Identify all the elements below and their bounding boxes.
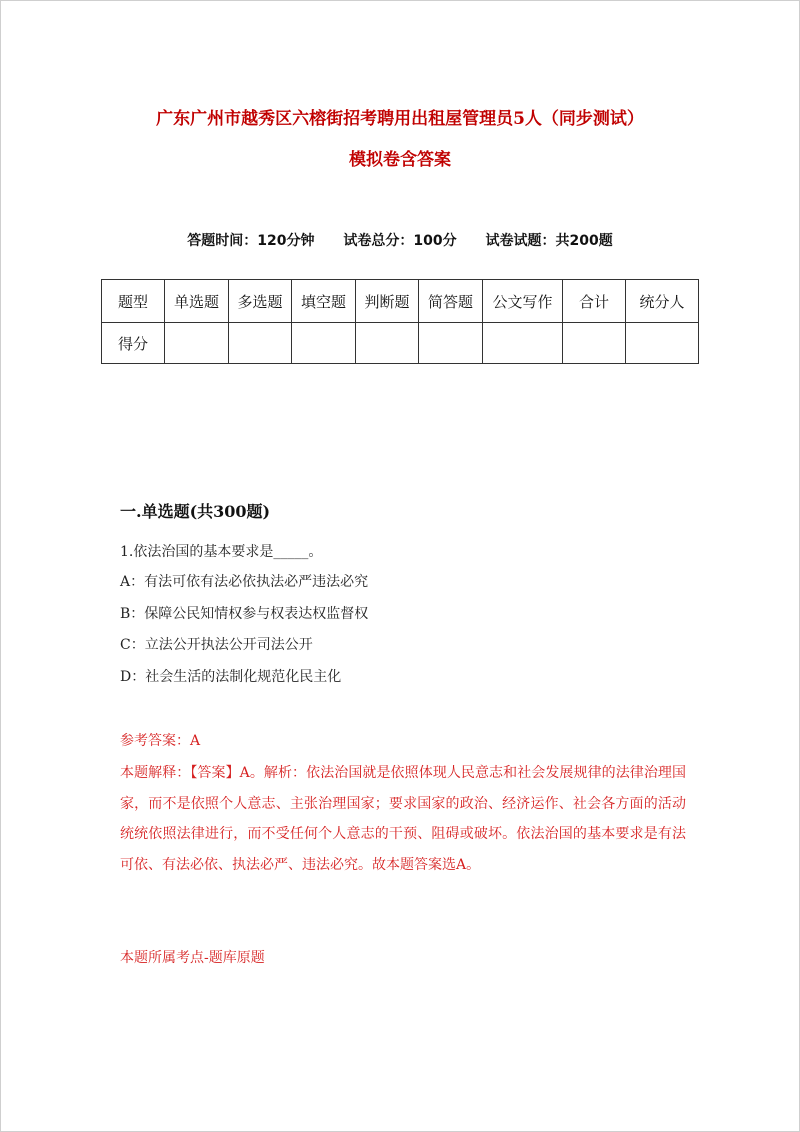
score-table-header-row	[102, 280, 699, 323]
score-cell[interactable]	[356, 323, 419, 364]
option-d: D：社会生活的法制化规范化民主化	[120, 669, 342, 685]
header-cell: 判断题	[356, 280, 419, 323]
reference-answer: 参考答案：A	[120, 733, 201, 749]
option-b: B：保障公民知情权参与权表达权监督权	[120, 606, 369, 622]
header-cell: 单选题	[165, 280, 229, 323]
header-cell: 合计	[563, 280, 626, 323]
row-label-cell: 得分	[102, 323, 165, 364]
score-cell[interactable]	[563, 323, 626, 364]
score-cell[interactable]	[626, 323, 699, 364]
exam-total-score: 试卷总分：100分	[343, 233, 457, 249]
score-table-score-row	[102, 323, 699, 364]
section-heading: 一.单选题(共300题)	[120, 502, 271, 521]
header-cell: 统分人	[626, 280, 699, 323]
header-cell: 多选题	[229, 280, 292, 323]
score-cell[interactable]	[165, 323, 229, 364]
question-topic: 本题所属考点-题库原题	[120, 950, 265, 966]
header-cell: 公文写作	[483, 280, 563, 323]
score-table	[101, 279, 699, 364]
header-cell: 填空题	[292, 280, 356, 323]
header-cell: 简答题	[419, 280, 483, 323]
document-title: 广东广州市越秀区六榕街招考聘用出租屋管理员5人（同步测试）	[156, 109, 644, 129]
exam-time: 答题时间：120分钟	[187, 233, 315, 249]
header-cell: 题型	[102, 280, 165, 323]
question-stem: 1.依法治国的基本要求是_____。	[120, 544, 323, 560]
document-subtitle: 模拟卷含答案	[349, 150, 451, 170]
option-a: A：有法可依有法必依执法必严违法必究	[120, 574, 369, 590]
score-cell[interactable]	[292, 323, 356, 364]
score-cell[interactable]	[229, 323, 292, 364]
exam-question-count: 试卷试题：共200题	[485, 233, 613, 249]
score-cell[interactable]	[419, 323, 483, 364]
exam-meta	[0, 230, 800, 250]
answer-explanation: 本题解释：【答案】A。解析：依法治国就是依照体现人民意志和社会发展规律的法律治理国家，而不是依照个人意志、主张治理国家；要求国家的政治、经济运作、社会各方面的活动统统依照法律进行，而不受任何个人意志的干预、阻碍或破坏。依法治国的基本要求是有法可依、有法必依、执法必严、违法必究。故本题答案选A。	[120, 765, 686, 873]
score-cell[interactable]	[483, 323, 563, 364]
option-c: C：立法公开执法公开司法公开	[120, 637, 313, 653]
